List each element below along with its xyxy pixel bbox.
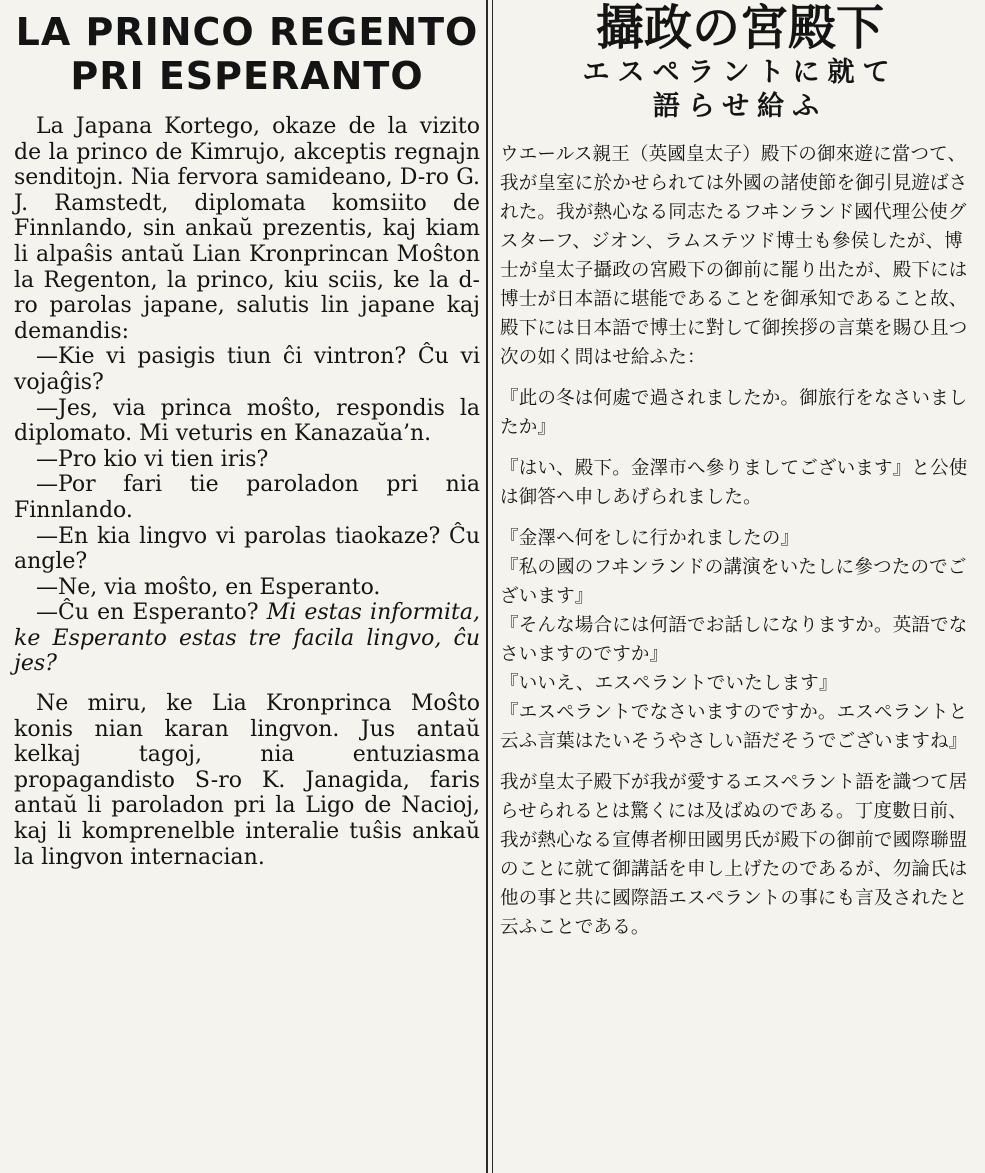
esperanto-dialogue-line: —Jes, via princa moŝto, respondis la diplomato. Mi veturis en Kanazaŭa’n.	[14, 395, 480, 447]
japanese-headline: 攝政の宮殿下	[595, 0, 884, 56]
japanese-dialogue-line: 『はい、殿下。金澤市へ參りましてございます』と公使は御答へ申しあげられました。	[500, 458, 968, 508]
japanese-dialogue-line: 『エスペラントでなさいますのですか。エスペラントと云ふ言葉はたいそうやさしい語だそうでございますね』	[500, 702, 968, 752]
japanese-article	[500, 0, 980, 942]
esperanto-dialogue-line: —Kie vi pasigis tiun ĉi vintron? Ĉu vi vojaĝis?	[14, 344, 480, 395]
esperanto-article	[14, 0, 480, 870]
esperanto-intro-paragraph: La Japana Kortego, okaze de la vizito de la princo de Kimrujo, akceptis regnajn senditojn. Nia fervora samideano, D-ro G. J. Ramstedt, diplomata komsiito de Finnlando, sin ankaŭ prezentis, kaj kiam li alpaŝis antaŭ Lian Kronprincan Moŝton la Regenton, la princo, kiu sciis, ke la d-ro parolas japane, salutis lin japane kaj demandis:	[14, 114, 480, 344]
column-rule	[486, 0, 488, 1173]
esperanto-closing-paragraph: Ne miru, ke Lia Kronprinca Moŝto konis nian karan lingvon. Jus antaŭ kelkaj tagoj, nia entuziasma propagandisto S-ro K. Janagida, faris antaŭ li paroladon pri la Ligo de Nacioj, kaj li komprenelble interalie tuŝis ankaŭ la lingvon internacian.	[14, 691, 480, 870]
japanese-dialogue-line: 『金澤へ何をしに行かれましたの』	[500, 528, 800, 549]
esperanto-headline: LA PRINCO REGENTO PRI ESPERANTO	[15, 10, 479, 98]
esperanto-dialogue-line: —Ne, via moŝto, en Esperanto.	[36, 574, 381, 600]
japanese-dialogue-line: 『そんな場合には何語でお話しになりますか。英語でなさいますのですか』	[500, 615, 968, 665]
column-rule-thin	[492, 0, 493, 1173]
japanese-subheadline: エスペラントに就て	[582, 57, 898, 88]
esperanto-dialogue-line: —Por fari tie paroladon pri nia Finnlando.	[14, 472, 480, 523]
japanese-dialogue-line: 『私の國のフヰンランドの講演をいたしに參つたのでございます』	[500, 557, 967, 607]
japanese-dialogue-line: 『いいえ、エスペラントでいたします』	[500, 673, 838, 694]
esperanto-dialogue-line: —Ĉu en Esperanto? Mi estas informita, ke Esperanto estas tre facila lingvo, ĉu jes?	[14, 600, 480, 677]
esperanto-dialogue-line: —Pro kio vi tien iris?	[36, 446, 269, 472]
japanese-dialogue-line: 『此の冬は何處で過されましたか。御旅行をなさいましたか』	[500, 388, 968, 438]
japanese-subheadline-2: 語らせ給ふ	[652, 91, 828, 122]
japanese-intro-paragraph: ウエールス親王（英國皇太子）殿下の御來遊に當つて、我が皇室に於かせられては外國の諸使節を御引見遊ばされた。我が熱心なる同志たるフヰンランド國代理公使グスターフ、ジオン、ラムステツド博士も參侯したが、博士が皇太子攝政の宮殿下の御前に罷り出たが、殿下には博士が日本語に堪能であることを御承知であること故、殿下には日本語で博士に對して御挨拶の言葉を賜ひ且つ次の如く問はせ給ふた：	[500, 144, 968, 368]
japanese-closing-paragraph: 我が皇太子殿下が我が愛するエスペラント語を識つて居らせられるとは驚くには及ばぬのである。丁度數日前、我が熱心なる宣傳者柳田國男氏が殿下の御前で國際聯盟のことに就て御講話を申し上げたのであるが、勿論氏は他の事と共に國際語エスペラントの事にも言及されたと云ふことである。	[500, 772, 968, 938]
esperanto-dialogue-line: —En kia lingvo vi parolas tiaokaze? Ĉu angle?	[14, 523, 480, 575]
